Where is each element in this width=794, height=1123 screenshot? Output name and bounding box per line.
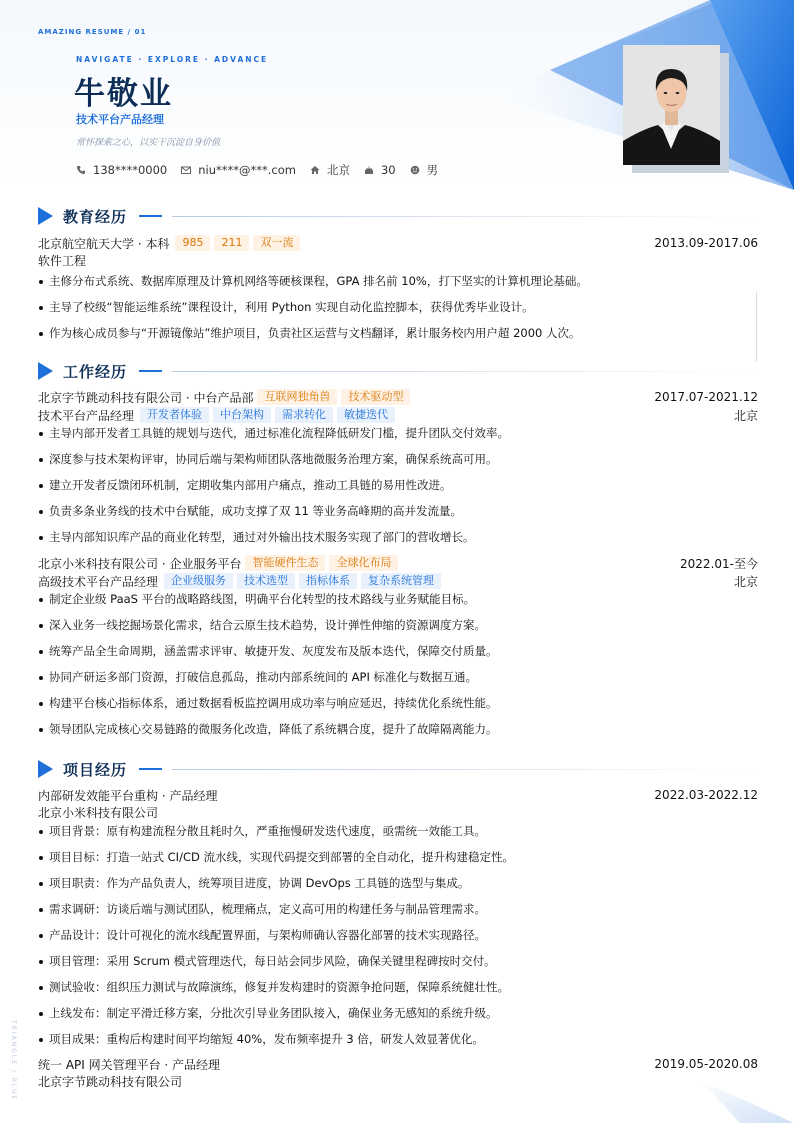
list-item: 项目管理：采用 Scrum 模式管理迭代，每日站会同步风险，确保关键里程碑按时交付。 xyxy=(38,953,758,969)
email-value: niu****@***.com xyxy=(198,163,296,177)
job-period: 2017.07-2021.12 xyxy=(654,390,758,404)
list-item: 统筹产品全生命周期，涵盖需求评审、敏捷开发、灰度发布及版本迭代，保障交付质量。 xyxy=(38,643,758,659)
list-item: 产品设计：设计可视化的流水线配置界面，与架构师确认容器化部署的技术实现路径。 xyxy=(38,927,758,943)
title-underline xyxy=(139,768,162,770)
project-company: 北京字节跳动科技有限公司 xyxy=(38,1075,183,1089)
list-item: 主导内部知识库产品的商业化转型，通过对外输出技术服务实现了部门的营收增长。 xyxy=(38,529,758,545)
list-item: 项目目标：打造一站式 CI/CD 流水线，实现代码提交到部署的全自动化，提升构建稳定性。 xyxy=(38,849,758,865)
role-tag: 敏捷迭代 xyxy=(337,407,395,423)
school-tag: 双一流 xyxy=(253,235,300,251)
project-name: 内部研发效能平台重构 · 产品经理 xyxy=(38,788,218,803)
project-period: 2022.03-2022.12 xyxy=(654,788,758,802)
phone-icon xyxy=(76,165,86,175)
project-name: 统一 API 网关管理平台 · 产品经理 xyxy=(38,1057,221,1072)
job-period: 2022.01-至今 xyxy=(680,556,758,571)
section-title: 工作经历 xyxy=(63,362,128,381)
list-item: 项目职责：作为产品负责人，统筹项目进度，协调 DevOps 工具链的选型与集成。 xyxy=(38,875,758,891)
profile-photo xyxy=(623,45,720,165)
project-bullets xyxy=(38,823,758,1047)
project-row xyxy=(38,1055,758,1073)
project-row xyxy=(38,786,758,804)
list-item: 深度参与技术架构评审，协同后端与架构师团队落地微服务治理方案，确保系统高可用。 xyxy=(38,451,758,467)
list-item: 主修分布式系统、数据库原理及计算机网络等硬核课程，GPA 排名前 10%，打下坚实的计算机理论基础。 xyxy=(38,273,758,289)
mail-icon xyxy=(181,165,191,175)
list-item: 项目成果：重构后构建时间平均缩短 40%，发布频率提升 3 倍，研发人效显著优化。 xyxy=(38,1031,758,1047)
age-value: 30 xyxy=(380,163,396,177)
list-item: 需求调研：访谈后端与测试团队，梳理痛点，定义高可用的构建任务与制品管理需求。 xyxy=(38,901,758,917)
project-section xyxy=(38,758,758,1091)
candidate-title: 技术平台产品经理 xyxy=(76,113,164,126)
job-bullets xyxy=(38,425,758,545)
list-item: 主导内部开发者工具链的规划与迭代，通过标准化流程降低研发门槛，提升团队交付效率。 xyxy=(38,425,758,441)
contact-bar xyxy=(76,162,452,178)
list-item: 主导了校级“智能运维系统”课程设计，利用 Python 实现自动化监控脚本，获得优秀毕业设计。 xyxy=(38,299,758,315)
job-location: 北京 xyxy=(733,574,758,589)
company-tag: 互联网独角兽 xyxy=(257,389,337,405)
candidate-slogan: 常怀探索之心，以实干沉淀自身价值 xyxy=(76,138,221,148)
candidate-name: 牛敬业 xyxy=(74,76,173,112)
home-icon xyxy=(310,165,320,175)
list-item: 作为核心成员参与“开源镜像站”维护项目，负责社区运营与文档翻译，累计服务校内用户超 2000 人次。 xyxy=(38,325,758,341)
section-header xyxy=(38,758,758,780)
phone-value: 138****0000 xyxy=(93,163,168,177)
title-underline xyxy=(139,215,162,217)
portrait-illustration xyxy=(623,45,720,165)
list-item: 协同产研运多部门资源，打破信息孤岛，推动内部系统间的 API 标准化与数据互通。 xyxy=(38,669,758,685)
section-divider xyxy=(172,216,758,217)
school-tag: 211 xyxy=(214,235,249,251)
role-tag: 复杂系统管理 xyxy=(361,573,441,589)
cake-icon xyxy=(364,165,374,175)
list-item: 上线发布：制定平滑迁移方案，分批次引导业务团队接入，确保业务无感知的系统升级。 xyxy=(38,1005,758,1021)
list-item: 构建平台核心指标体系，通过数据看板监控调用成功率与响应延迟，持续优化系统性能。 xyxy=(38,695,758,711)
list-item: 领导团队完成核心交易链路的微服务化改造，降低了系统耦合度，提升了故障隔离能力。 xyxy=(38,721,758,737)
gender-value: 男 xyxy=(426,163,439,177)
title-underline xyxy=(139,370,162,372)
job-company: 北京字节跳动科技有限公司 · 中台产品部 xyxy=(38,390,254,405)
section-divider xyxy=(172,371,758,372)
major-name: 软件工程 xyxy=(38,254,87,268)
role-row xyxy=(38,572,758,590)
triangle-icon xyxy=(38,207,53,225)
role-tag: 技术选型 xyxy=(237,573,295,589)
role-tag: 开发者体验 xyxy=(140,407,209,423)
contact-phone xyxy=(76,163,167,177)
contact-gender xyxy=(410,162,439,178)
decor-triangle-footer xyxy=(700,1060,794,1123)
triangle-icon xyxy=(38,760,53,778)
education-bullets xyxy=(38,273,758,341)
section-header xyxy=(38,360,758,382)
school-tag: 985 xyxy=(175,235,210,251)
list-item: 建立开发者反馈闭环机制，定期收集内部用户痛点，推动工具链的易用性改进。 xyxy=(38,477,758,493)
list-item: 制定企业级 PaaS 平台的战略路线图，明确平台化转型的技术路线与业务赋能目标。 xyxy=(38,591,758,607)
section-title: 项目经历 xyxy=(63,760,128,779)
role-tag: 指标体系 xyxy=(299,573,357,589)
work-section xyxy=(38,360,758,747)
side-label: TRIANGLE / BLUE xyxy=(10,1020,17,1102)
education-period: 2013.09-2017.06 xyxy=(654,236,758,250)
company-tag: 全球化布局 xyxy=(329,555,398,571)
job-role: 高级技术平台产品经理 xyxy=(38,574,159,589)
job-role: 技术平台产品经理 xyxy=(38,408,135,423)
role-tag: 需求转化 xyxy=(275,407,333,423)
education-section xyxy=(38,205,758,351)
list-item: 项目背景：原有构建流程分散且耗时久，严重拖慢研发迭代速度，亟需统一效能工具。 xyxy=(38,823,758,839)
list-item: 测试验收：组织压力测试与故障演练，修复并发构建时的资源争抢问题，保障系统健壮性。 xyxy=(38,979,758,995)
company-tag: 智能硬件生态 xyxy=(245,555,325,571)
contact-age xyxy=(364,163,396,177)
job-row xyxy=(38,388,758,406)
role-row xyxy=(38,406,758,424)
role-tag: 企业级服务 xyxy=(164,573,233,589)
role-tag: 中台架构 xyxy=(213,407,271,423)
list-item: 负责多条业务线的技术中台赋能，成功支撑了双 11 等业务高峰期的高并发流量。 xyxy=(38,503,758,519)
job-location: 北京 xyxy=(733,408,758,423)
smiley-icon xyxy=(410,165,420,175)
city-value: 北京 xyxy=(326,163,350,177)
section-divider xyxy=(172,769,758,770)
company-tag: 技术驱动型 xyxy=(341,389,410,405)
section-title: 教育经历 xyxy=(63,207,128,226)
project-company: 北京小米科技有限公司 xyxy=(38,806,159,820)
motto-label: NAVIGATE · EXPLORE · ADVANCE xyxy=(76,55,269,64)
contact-city xyxy=(310,162,350,178)
decor-vertical-line xyxy=(756,292,757,362)
education-row xyxy=(38,234,758,252)
contact-email xyxy=(181,163,296,177)
triangle-icon xyxy=(38,362,53,380)
section-header xyxy=(38,205,758,227)
job-bullets xyxy=(38,591,758,737)
project-period: 2019.05-2020.08 xyxy=(654,1057,758,1071)
brand-label: AMAZING RESUME / 01 xyxy=(38,28,147,36)
job-row xyxy=(38,554,758,572)
job-company: 北京小米科技有限公司 · 企业服务平台 xyxy=(38,556,242,571)
school-name: 北京航空航天大学 · 本科 xyxy=(38,236,170,251)
list-item: 深入业务一线挖掘场景化需求，结合云原生技术趋势，设计弹性伸缩的资源调度方案。 xyxy=(38,617,758,633)
